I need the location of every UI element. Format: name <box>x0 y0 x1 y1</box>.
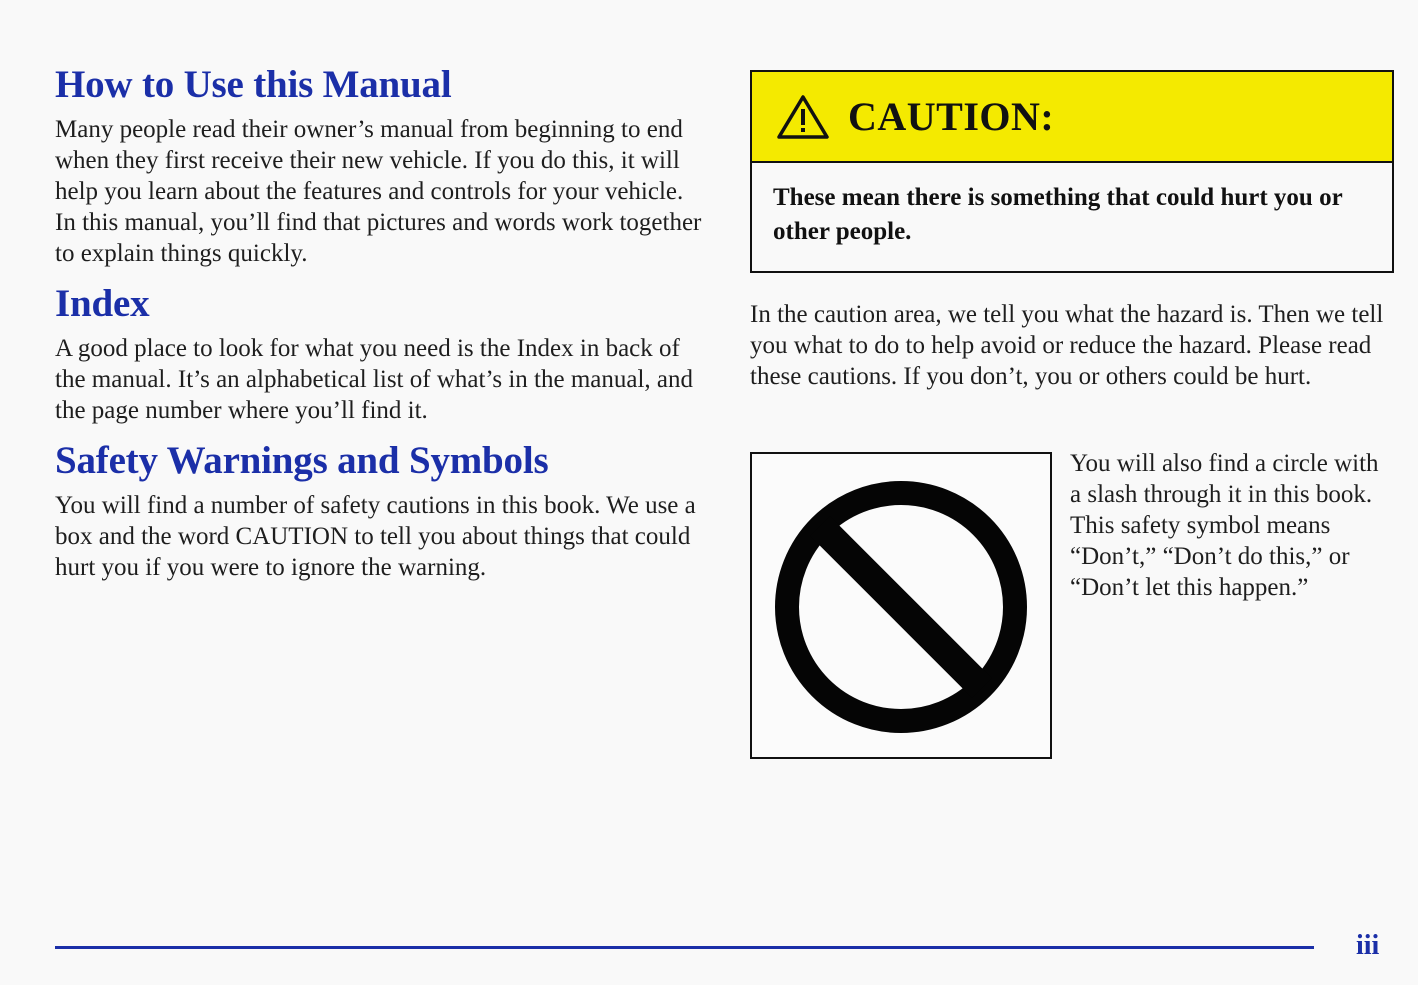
caution-explanation: In the caution area, we tell you what the hazard is. Then we tell you what to do to help avoid or reduce the hazard. Please read these cautions. If you don’t, you or others could be hurt. <box>750 301 1384 390</box>
caution-header <box>752 72 1392 163</box>
left-column <box>55 62 705 595</box>
symbol-box <box>750 452 1052 759</box>
symbol-description: You will also find a circle with a slash through it in this book. This safety symbol means “Don’t,” “Don’t do this,” or “Don’t let this happen.” <box>1070 450 1379 601</box>
footer-rule <box>55 946 1314 949</box>
paragraph-index: A good place to look for what you need is the Index in back of the manual. It’s an alphabetical list of what’s in the manual, and the page number where you’ll find it. <box>55 335 694 424</box>
caution-body: These mean there is something that could hurt you or other people. <box>773 184 1343 245</box>
paragraph-how-to-use: Many people read their owner’s manual from beginning to end when they first receive their new vehicle. If you do this, it will help you learn about the features and controls for your vehicle. In this manual, you’ll find that pictures and words work together to explain things quickly. <box>55 116 702 267</box>
heading-how-to-use: How to Use this Manual <box>55 63 452 106</box>
heading-index: Index <box>55 282 150 325</box>
paragraph-safety-warnings: You will find a number of safety cautions in this book. We use a box and the word CAUTION to tell you about things that could hurt you if you were to ignore the warning. <box>55 492 696 581</box>
warning-triangle-icon <box>776 94 830 140</box>
right-column <box>750 70 1394 392</box>
page-number: iii <box>1356 930 1380 961</box>
caution-box <box>750 70 1394 273</box>
caution-title: CAUTION: <box>848 94 1055 139</box>
heading-safety-warnings: Safety Warnings and Symbols <box>55 439 549 482</box>
prohibition-circle-slash-icon <box>770 476 1032 738</box>
